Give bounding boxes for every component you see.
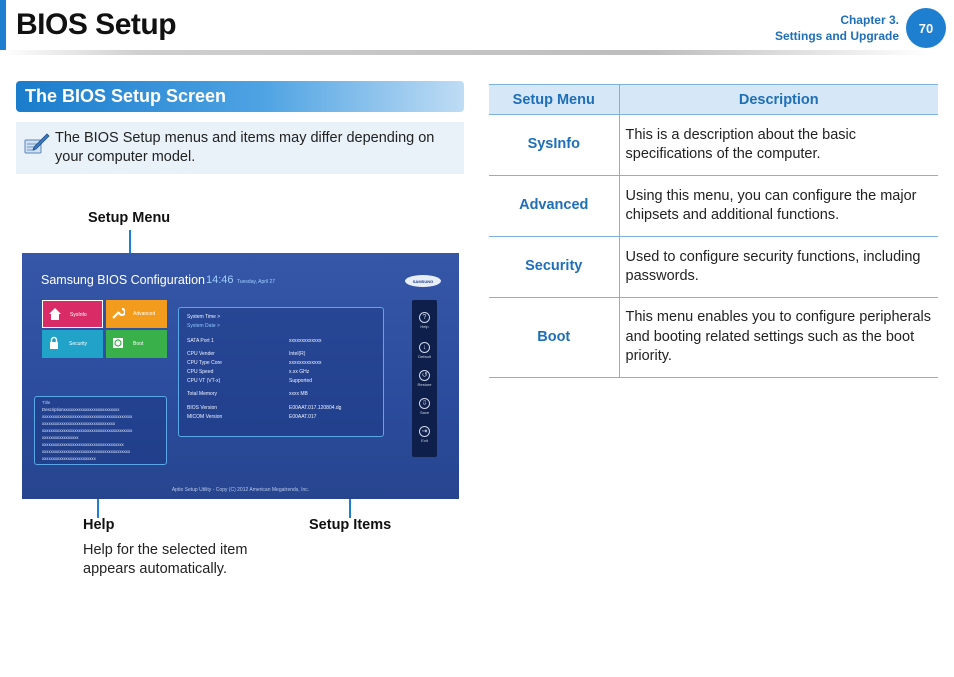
- bios-side-label: Exit: [421, 438, 428, 443]
- bios-tile-advanced[interactable]: [106, 300, 167, 328]
- help-icon: ?: [419, 312, 430, 323]
- bios-item-label: CPU Vender: [187, 351, 215, 357]
- table-row: [489, 176, 938, 237]
- bios-item-label: MICOM Version: [187, 414, 223, 420]
- help-label: Help: [83, 517, 115, 533]
- bios-screenshot: [22, 253, 459, 499]
- page-number-badge: 70: [906, 8, 946, 48]
- bios-help-line: Descriptionxxxxxxxxxxxxxxxxxxxxxxxxxx: [42, 407, 120, 412]
- bios-tile-label: Security: [69, 341, 88, 347]
- bios-restore-button[interactable]: [414, 370, 435, 387]
- bios-help-line: xxxxxxxxxxxxxxxxxxxxxxxxxxxxxxxxxxxxxxxxx: [42, 449, 131, 454]
- chapter-number: Chapter 3.: [840, 13, 899, 27]
- table-header-description: Description: [619, 85, 938, 115]
- setup-menu-label: Setup Menu: [88, 210, 171, 226]
- bios-save-button[interactable]: [414, 398, 435, 415]
- bios-default-button[interactable]: [414, 342, 435, 359]
- bios-tile-sysinfo[interactable]: [42, 300, 103, 328]
- bios-help-panel: [34, 396, 167, 465]
- save-icon: ⇩: [419, 398, 430, 409]
- bios-item-value: x.xx GHz: [289, 369, 310, 375]
- table-cell-menu: Boot: [489, 298, 619, 378]
- bios-help-line: xxxxxxxxxxxxxxxxxxxxxxxxxxxxxxxxxx: [42, 421, 116, 426]
- restore-icon: ↺: [419, 370, 430, 381]
- bios-item-label: CPU Speed: [187, 369, 214, 375]
- setup-menu-table: [489, 84, 938, 378]
- page-title: BIOS Setup: [16, 8, 177, 41]
- table-cell-menu: Security: [489, 237, 619, 298]
- wrench-icon: [111, 306, 125, 320]
- bios-side-toolbar: [412, 300, 437, 457]
- bios-help-line: xxxxxxxxxxxxxxxxxxxxxxxxxxxxxxxxxxxxxxxxxx: [42, 428, 133, 433]
- bios-tile-label: Boot: [133, 341, 144, 347]
- table-header-row: [489, 85, 938, 115]
- chapter-title: Settings and Upgrade: [774, 29, 899, 43]
- table-row: [489, 237, 938, 298]
- section-heading-text: The BIOS Setup Screen: [25, 86, 227, 106]
- table-cell-description: This menu enables you to configure peripherals and booting related settings such as the boot priority.: [619, 298, 938, 378]
- bios-time: 14:46: [206, 274, 234, 286]
- bios-system-date[interactable]: System Date >: [187, 323, 220, 329]
- bios-item-label: Total Memory: [187, 391, 218, 397]
- default-icon: ↓: [419, 342, 430, 353]
- power-icon: [111, 336, 125, 350]
- lock-icon: [47, 336, 61, 350]
- header-divider: [0, 50, 930, 55]
- bios-tile-label: Advanced: [133, 311, 156, 317]
- bios-title: Samsung BIOS Configuration: [41, 273, 205, 287]
- bios-side-label: Help: [420, 324, 429, 329]
- bios-side-label: Save: [419, 410, 430, 415]
- bios-items-panel: [178, 307, 384, 437]
- bios-item-label: SATA Port 1: [187, 338, 214, 344]
- bios-side-label: Default: [418, 354, 431, 359]
- bios-tile-boot[interactable]: [106, 330, 167, 358]
- table-row: [489, 115, 938, 176]
- bios-item-value: xxxxxxxxxxxxx: [289, 360, 322, 366]
- help-description: Help for the selected item appears automatically.: [83, 542, 248, 577]
- bios-help-line: xxxxxxxxxxxxxxxxx: [42, 435, 79, 440]
- bios-item-value: E00AAT.017.120804.dg: [289, 405, 342, 411]
- header-accent-bar: [0, 0, 6, 50]
- note-text: The BIOS Setup menus and items may differ depending on your computer model.: [55, 130, 435, 165]
- table-cell-description: This is a description about the basic specifications of the computer.: [619, 115, 938, 176]
- table-row: [489, 298, 938, 378]
- bios-tile-label: SysInfo: [70, 312, 87, 318]
- table-cell-description: Used to configure security functions, including passwords.: [619, 237, 938, 298]
- bios-item-value: E00AAT.017: [289, 414, 317, 420]
- chapter-label: [775, 12, 899, 44]
- note-box: [16, 122, 464, 174]
- note-pencil-icon: [22, 130, 50, 158]
- table-cell-menu: Advanced: [489, 176, 619, 237]
- bios-help-title: Title: [42, 400, 51, 405]
- table-cell-description: Using this menu, you can configure the major chipsets and additional functions.: [619, 176, 938, 237]
- bios-item-value: xxxx MB: [289, 391, 308, 397]
- bios-item-value: Supported: [289, 378, 313, 384]
- bios-help-line: xxxxxxxxxxxxxxxxxxxxxxxxxxxxxxxxxxxxxx: [42, 442, 124, 447]
- setup-items-label: Setup Items: [309, 517, 392, 533]
- bios-side-label: Restore: [417, 382, 432, 387]
- bios-item-label: CPU VT (VT-x): [187, 378, 221, 384]
- table-cell-menu: SysInfo: [489, 115, 619, 176]
- bios-tile-security[interactable]: [42, 330, 103, 358]
- bios-item-value: xxxxxxxxxxxxx: [289, 338, 322, 344]
- table-header-menu: Setup Menu: [489, 85, 619, 115]
- bios-help-line: xxxxxxxxxxxxxxxxxxxxxxxxxxxxxxxxxxxxxxxxxx: [42, 414, 133, 419]
- samsung-logo: SAMSUNG: [405, 275, 441, 287]
- bios-footer: Aptio Setup Utility - Copy (C) 2012 American Megatrends, Inc.: [171, 487, 310, 493]
- bios-item-label: CPU Type Core: [187, 360, 222, 366]
- section-heading: [16, 81, 464, 112]
- bios-help-button[interactable]: [414, 312, 435, 329]
- bios-date: Tuesday, April 27: [237, 279, 276, 285]
- bios-item-label: BIOS Version: [187, 405, 218, 411]
- exit-icon: ⇥: [419, 426, 430, 437]
- bios-system-time[interactable]: System Time >: [187, 314, 221, 320]
- home-icon: [48, 307, 62, 321]
- bios-help-line: xxxxxxxxxxxxxxxxxxxxxxxxx: [42, 456, 96, 461]
- bios-item-value: Intel(R): [289, 351, 306, 357]
- bios-exit-button[interactable]: [414, 426, 435, 443]
